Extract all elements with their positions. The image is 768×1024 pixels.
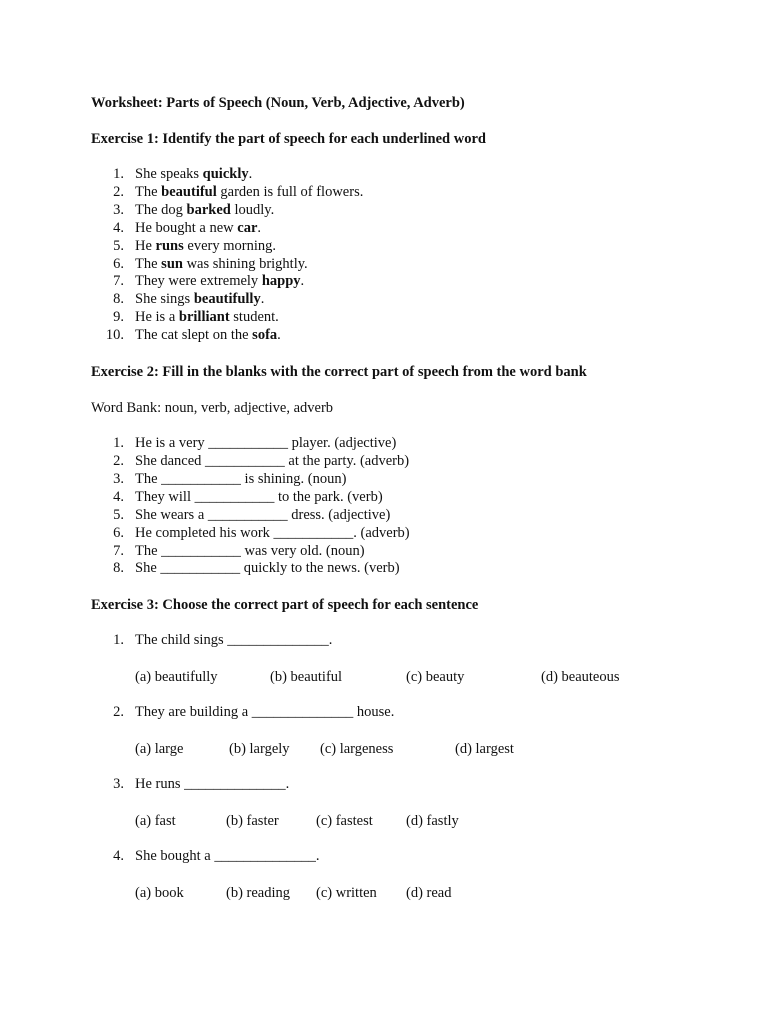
worksheet-page: [91, 94, 731, 902]
exercise-2-list: [91, 435, 731, 578]
option-d: (d) largest: [455, 741, 514, 758]
option-b: (b) faster: [226, 813, 279, 830]
list-item: 3. The ___________ is shining. (noun): [113, 470, 347, 487]
question-text: 2. They are building a ______________ house.: [113, 704, 395, 721]
worksheet-title: Worksheet: Parts of Speech (Noun, Verb, Adjective, Adverb): [91, 95, 465, 111]
option-c: (c) beauty: [406, 669, 465, 686]
list-item: 9. He is a brilliant student.: [113, 309, 279, 326]
word-bank: Word Bank: noun, verb, adjective, adverb: [91, 400, 334, 417]
option-b: (b) largely: [229, 741, 290, 758]
answer-options: [135, 668, 731, 686]
exercise-3-question: [91, 632, 731, 650]
option-a: (a) book: [135, 884, 184, 901]
answer-options: [135, 812, 731, 830]
answer-options: [135, 740, 731, 758]
option-b: (b) reading: [226, 884, 291, 901]
option-d: (d) beauteous: [541, 669, 620, 686]
question-text: 3. He runs ______________.: [113, 776, 290, 793]
question-text: 4. She bought a ______________.: [113, 848, 320, 865]
list-item: 6. He completed his work ___________. (adverb): [113, 524, 410, 541]
option-a: (a) large: [135, 741, 184, 758]
option-c: (c) largeness: [320, 741, 394, 758]
list-item: 4. They will ___________ to the park. (verb): [113, 488, 383, 505]
option-c: (c) fastest: [316, 813, 373, 830]
answer-options: [135, 884, 731, 902]
exercise-1-heading: Exercise 1: Identify the part of speech for each underlined word: [91, 131, 486, 147]
list-item: 5. He runs every morning.: [113, 237, 276, 254]
option-d: (d) fastly: [406, 813, 459, 830]
exercise-3-question: [91, 704, 731, 722]
list-item: 6. The sun was shining brightly.: [113, 255, 308, 272]
list-item: 1. He is a very ___________ player. (adjective): [113, 435, 397, 452]
exercise-2-heading: Exercise 2: Fill in the blanks with the correct part of speech from the word bank: [91, 364, 587, 381]
list-item: 5. She wears a ___________ dress. (adjective): [113, 506, 391, 523]
list-item: 10. The cat slept on the sofa.: [105, 327, 281, 344]
option-b: (b) beautiful: [270, 669, 343, 686]
option-c: (c) written: [316, 884, 377, 901]
option-d: (d) read: [406, 884, 452, 901]
exercise-3-question: [91, 848, 731, 866]
option-a: (a) beautifully: [135, 669, 218, 686]
list-item: 8. She ___________ quickly to the news. (verb): [113, 560, 400, 577]
list-item: 7. The ___________ was very old. (noun): [113, 542, 365, 559]
list-item: 2. She danced ___________ at the party. (adverb): [113, 452, 410, 469]
exercise-1-list: [91, 166, 731, 345]
list-item: 7. They were extremely happy.: [113, 273, 305, 290]
exercise-3-heading: Exercise 3: Choose the correct part of speech for each sentence: [91, 597, 479, 614]
list-item: 1. She speaks quickly.: [113, 166, 253, 182]
list-item: 4. He bought a new car.: [113, 219, 262, 236]
list-item: 3. The dog barked loudly.: [113, 201, 275, 218]
list-item: 8. She sings beautifully.: [113, 291, 265, 308]
list-item: 2. The beautiful garden is full of flowers.: [113, 183, 364, 200]
option-a: (a) fast: [135, 813, 176, 830]
question-text: 1. The child sings ______________.: [113, 632, 333, 649]
exercise-3-question: [91, 776, 731, 794]
